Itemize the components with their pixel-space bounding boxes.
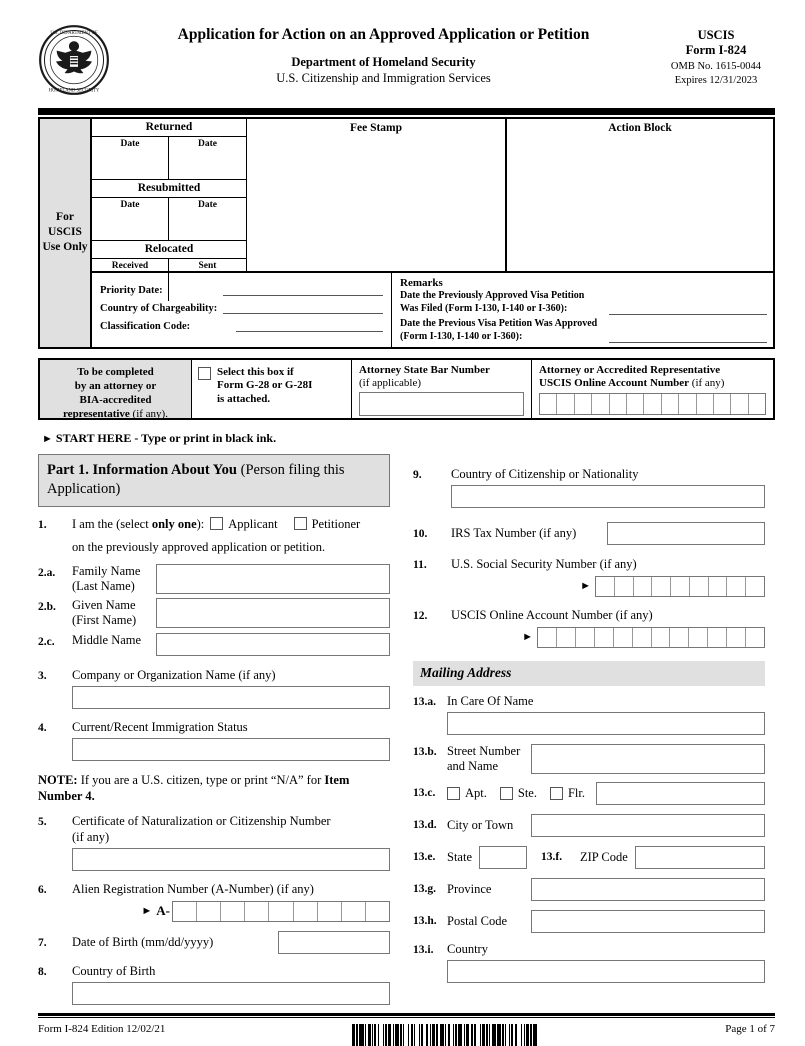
uscis-use-only-table	[38, 119, 775, 349]
item-11-number: 11.	[413, 558, 427, 571]
right-column	[413, 454, 765, 1005]
item-4	[38, 719, 390, 761]
zip-code-input[interactable]	[635, 846, 765, 869]
resubmitted-header: Resubmitted	[92, 180, 246, 198]
irs-tax-number-input[interactable]	[607, 522, 765, 545]
item-1	[38, 516, 390, 555]
page-footer	[38, 1023, 775, 1046]
petitioner-label: Petitioner	[311, 516, 361, 531]
triangle-icon: ►	[141, 905, 153, 917]
item-4-label: Current/Recent Immigration Status	[72, 719, 248, 734]
item-7-label: Date of Birth (mm/dd/yyyy)	[72, 935, 214, 949]
fee-stamp-area[interactable]	[247, 119, 507, 271]
item-2a	[38, 564, 390, 594]
returned-header: Returned	[92, 119, 246, 137]
page-number: Page 1 of 7	[725, 1023, 775, 1036]
country-chargeability-field[interactable]	[223, 303, 383, 314]
item-13b-label: Street Number and Name	[447, 743, 521, 773]
relocated-header: Relocated	[92, 241, 246, 259]
item-12-label: USCIS Online Account Number (if any)	[451, 607, 653, 622]
item-13g-label: Province	[447, 881, 492, 896]
item-12	[413, 607, 765, 648]
company-name-input[interactable]	[72, 686, 390, 709]
uscis-account-input[interactable]	[537, 627, 765, 648]
naturalization-number-input[interactable]	[72, 848, 390, 871]
attorney-bar-number-group	[352, 360, 532, 418]
item-6	[38, 881, 390, 922]
item-13h-label: Postal Code	[447, 913, 508, 928]
omb-number: OMB No. 1615-0044	[670, 61, 762, 72]
ste-label: Ste.	[517, 785, 537, 800]
item-3-label: Company or Organization Name (if any)	[72, 667, 276, 682]
item-3	[38, 667, 390, 709]
bureau-name: U.S. Citizenship and Immigration Services	[276, 71, 491, 85]
item-2a-label: Family Name (Last Name)	[72, 563, 141, 593]
item-2b-number: 2.b.	[38, 600, 56, 613]
item-2c-label: Middle Name	[72, 632, 142, 647]
item-2b-label: Given Name (First Name)	[72, 597, 137, 627]
item-13h-number: 13.h.	[413, 915, 437, 927]
city-or-town-input[interactable]	[531, 814, 765, 837]
item-12-number: 12.	[413, 609, 428, 622]
date-columns	[92, 119, 247, 271]
attorney-account-group: Attorney or Accredited Representative USCIS Online Account Number (if any)	[532, 360, 773, 418]
barcode	[165, 1023, 725, 1046]
classification-code-field[interactable]	[236, 321, 383, 332]
item-2a-number: 2.a.	[38, 566, 56, 579]
resubmitted-row	[92, 198, 246, 241]
item-10	[413, 522, 765, 545]
remarks-title: Remarks	[400, 276, 443, 289]
expiration-date: Expires 12/31/2023	[674, 75, 758, 86]
item-1-sub: on the previously approved application or petition.	[72, 539, 326, 554]
priority-date-field[interactable]	[223, 285, 383, 296]
remark-filed-field[interactable]	[609, 305, 767, 315]
flr-label: Flr.	[567, 785, 586, 800]
item-5	[38, 813, 390, 871]
flr-checkbox[interactable]	[550, 787, 563, 800]
item-13h	[413, 910, 765, 933]
item-2c	[38, 633, 390, 656]
form-meta	[657, 22, 775, 88]
attorney-bar-number-input[interactable]	[359, 392, 524, 416]
resubmitted-date-2[interactable]: Date	[198, 199, 217, 210]
relocated-sent[interactable]: Sent	[198, 260, 217, 271]
attorney-bar-number-label: Attorney State Bar Number	[359, 363, 490, 376]
item-8-number: 8.	[38, 965, 47, 978]
item-13c	[413, 782, 765, 805]
returned-row	[92, 137, 246, 180]
relocated-received[interactable]: Received	[92, 259, 169, 301]
a-number-input[interactable]	[172, 901, 390, 922]
mailing-address-heading: Mailing Address	[413, 661, 765, 686]
header-titles	[110, 22, 657, 86]
item-10-number: 10.	[413, 527, 428, 540]
apt-checkbox[interactable]	[447, 787, 460, 800]
item-1-number: 1.	[38, 518, 47, 531]
part1-heading-rest: (Person filing this Application)	[47, 461, 345, 497]
street-number-name-input[interactable]	[531, 744, 765, 774]
resubmitted-date-1[interactable]: Date	[92, 198, 169, 240]
province-input[interactable]	[531, 878, 765, 901]
item-9	[413, 466, 765, 508]
footer-rule-thin	[38, 1017, 775, 1018]
item-11	[413, 556, 765, 597]
svg-text:U.S. DEPARTMENT OF: U.S. DEPARTMENT OF	[50, 31, 98, 37]
item-13d-number: 13.d.	[413, 819, 437, 831]
item-8	[38, 963, 390, 1005]
item-13i-label: Country	[447, 941, 488, 956]
item-6-number: 6.	[38, 883, 47, 896]
part1-heading	[38, 454, 390, 507]
item-13e-label: State	[447, 849, 472, 864]
priority-date-label: Priority Date:	[100, 284, 163, 296]
country-of-birth-input[interactable]	[72, 982, 390, 1005]
item-3-number: 3.	[38, 669, 47, 682]
start-here-banner	[38, 431, 775, 446]
part1-heading-bold: Part 1. Information About You	[47, 461, 237, 478]
triangle-icon: ►	[580, 580, 591, 592]
middle-name-input[interactable]	[156, 633, 390, 656]
item-13b	[413, 744, 765, 774]
item-13a-label: In Care Of Name	[447, 693, 534, 708]
left-column	[38, 454, 390, 1005]
country-chargeability-label: Country of Chargeability:	[100, 302, 218, 314]
item-13c-number: 13.c.	[413, 787, 436, 799]
priority-block	[92, 273, 392, 347]
form-title: Application for Action on an Approved Application or Petition	[177, 26, 590, 43]
item-10-label: IRS Tax Number (if any)	[451, 526, 577, 540]
item-13a-number: 13.a.	[413, 695, 436, 708]
item-13g	[413, 878, 765, 901]
item-13f-label: ZIP Code	[580, 849, 628, 864]
country-input[interactable]	[447, 960, 765, 983]
postal-code-input[interactable]	[531, 910, 765, 933]
note-item4: NOTE: If you are a U.S. citizen, type or print “N/A” for Item Number 4.	[38, 772, 350, 803]
petitioner-checkbox[interactable]	[294, 517, 307, 530]
action-block-label: Action Block	[608, 121, 672, 134]
item-7-number: 7.	[38, 936, 47, 949]
item-2b	[38, 598, 390, 628]
date-of-birth-input[interactable]	[278, 931, 390, 954]
g28-label: Select this box if Form G-28 or G-28I is attached.	[217, 365, 313, 405]
svg-text:HOMELAND SECURITY: HOMELAND SECURITY	[48, 88, 100, 94]
item-1-options	[72, 516, 390, 532]
item-1-label: I am the (select only one):	[72, 516, 205, 531]
item-9-label: Country of Citizenship or Nationality	[451, 466, 639, 481]
action-block-area[interactable]	[507, 119, 773, 271]
uscis-use-only-label: For USCIS Use Only	[40, 119, 92, 347]
attorney-account-input[interactable]	[539, 393, 766, 415]
header-rule-thick	[38, 108, 775, 115]
item-13i-number: 13.i.	[413, 943, 434, 956]
footer-rule-thick	[38, 1013, 775, 1016]
attorney-instruction-label: To be completed by an attorney or BIA-accredited representative (if any).	[40, 360, 192, 418]
agency-name: Department of Homeland Security	[291, 55, 476, 69]
triangle-icon: ►	[522, 631, 533, 643]
item-9-number: 9.	[413, 468, 422, 481]
ste-checkbox[interactable]	[500, 787, 513, 800]
form-edition-text: Form I-824 Edition 12/02/21	[38, 1023, 166, 1036]
item-13i	[413, 942, 765, 983]
remark-approved-field[interactable]	[609, 333, 767, 343]
item-13e-13f	[413, 846, 765, 869]
returned-date-2[interactable]: Date	[198, 138, 217, 149]
item-13d-label: City or Town	[447, 817, 514, 832]
remark-filed-label: Date the Previously Approved Visa Petition Was Filed (Form I-130, I-140 or I-360):	[400, 290, 585, 314]
applicant-label: Applicant	[228, 516, 278, 531]
citizenship-country-input[interactable]	[451, 485, 765, 508]
g28-attached-option[interactable]	[192, 360, 352, 418]
item-5-label: Certificate of Naturalization or Citizenship Number (if any)	[72, 813, 331, 844]
g28-checkbox[interactable]	[198, 367, 211, 380]
item-11-label: U.S. Social Security Number (if any)	[451, 556, 637, 571]
item-13g-number: 13.g.	[413, 883, 436, 895]
item-13a	[413, 694, 765, 735]
family-name-input[interactable]	[156, 564, 390, 594]
triangle-icon: ►	[42, 432, 53, 445]
item-13b-number: 13.b.	[413, 745, 437, 758]
item-13d	[413, 814, 765, 837]
given-name-input[interactable]	[156, 598, 390, 628]
in-care-of-name-input[interactable]	[447, 712, 765, 735]
attorney-bar	[38, 358, 775, 420]
classification-code-label: Classification Code:	[100, 320, 191, 332]
form-number: Form I-824	[685, 43, 747, 57]
ssn-input[interactable]	[595, 576, 765, 597]
remark-approved-label: Date the Previous Visa Petition Was Approved (Form I-130, I-140 or I-360):	[400, 318, 598, 342]
item-7	[38, 931, 390, 954]
item-8-label: Country of Birth	[72, 963, 156, 978]
applicant-checkbox[interactable]	[210, 517, 223, 530]
uscis-label: USCIS	[697, 28, 735, 42]
fee-stamp-label: Fee Stamp	[349, 121, 403, 134]
item-13f-number: 13.f.	[541, 851, 563, 863]
a-number-prefix: A-	[156, 903, 170, 918]
item-4-number: 4.	[38, 721, 47, 734]
item-6-label: Alien Registration Number (A-Number) (if any)	[72, 881, 314, 896]
apt-ste-flr-number-input[interactable]	[596, 782, 765, 805]
immigration-status-input[interactable]	[72, 738, 390, 761]
item-2c-number: 2.c.	[38, 635, 55, 648]
state-input[interactable]	[479, 846, 527, 869]
returned-date-1[interactable]: Date	[92, 137, 169, 179]
attorney-account-label: Attorney or Accredited Representative	[539, 363, 721, 376]
item-5-number: 5.	[38, 815, 47, 828]
form-header	[38, 22, 775, 104]
item-13e-number: 13.e.	[413, 851, 436, 863]
remarks-block	[392, 273, 773, 347]
apt-label: Apt.	[465, 785, 487, 800]
attorney-bar-number-sublabel: (if applicable)	[359, 376, 421, 389]
start-here-text: START HERE - Type or print in black ink.	[55, 430, 277, 445]
dhs-seal-icon	[38, 24, 110, 96]
